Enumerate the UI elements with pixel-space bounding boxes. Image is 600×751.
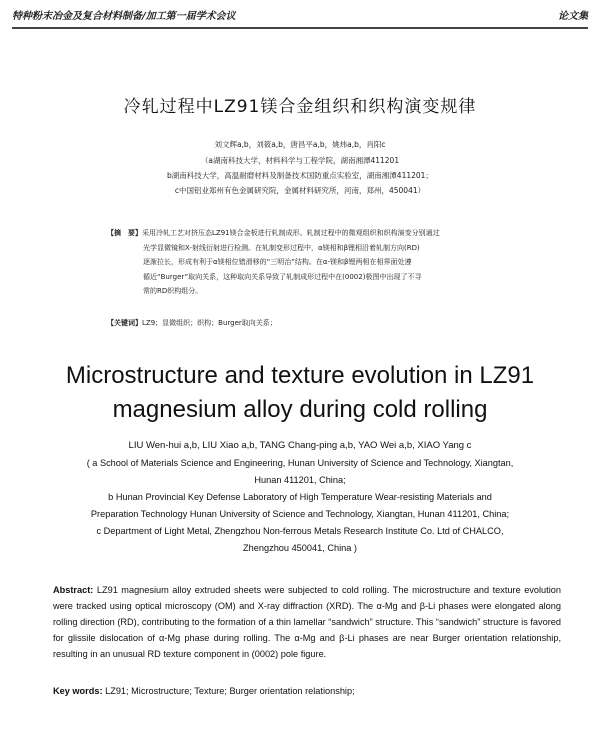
english-authors: LIU Wen-hui a,b, LIU Xiao a,b, TANG Chang-ping a,b, YAO Wei a,b, XIAO Yang c <box>128 440 472 451</box>
english-affiliation: Zhengzhou 450041, China ) <box>243 543 357 553</box>
chinese-affiliation: c中国铝业郑州有色金属研究院，金属材料研究所，河南，郑州，450041） <box>174 186 426 195</box>
chinese-abstract-label: 【摘 要】 <box>107 229 142 237</box>
chinese-abstract <box>107 226 507 299</box>
english-affiliation: c Department of Light Metal, Zhengzhou Non-ferrous Metals Research Institute Co. Ltd of CHALCO, <box>96 526 504 536</box>
header-rule <box>12 27 588 29</box>
chinese-affiliation: b湖南科技大学，高温耐磨材料及制备技术国防重点实验室，湖南湘潭411201； <box>167 171 433 180</box>
english-abstract-text: LZ91 magnesium alloy extruded sheets were subjected to cold rolling. The microstructure and texture evolution were tracked using optical microscopy (OM) and X-ray diffraction (XRD). The α-Mg and β-Li phases were elongated along rolling direction (RD), contributing to the formation of a thin lamellar “sandwich” structure. This “sandwich” structure is favored for glissile dislocation of α-Mg phase during rolling. The α-Mg and β-Li phases are near Burger orientation relationship, resulting in an unusual RD texture component in (0002) pole figure. <box>53 585 561 659</box>
header-section-label: 论文集 <box>558 10 588 22</box>
english-keywords-text: LZ91; Microstructure; Texture; Burger orientation relationship; <box>105 686 355 696</box>
header-conference-title: 特种粉末冶金及复合材料制备/加工第一届学术会议 <box>12 10 236 22</box>
chinese-abstract-line: 逐渐拉长，形成有利于α镁相位错滑移的“三明治”结构。在α-镁和β锂两相在相界面处遵 <box>143 258 412 267</box>
chinese-abstract-line: 循近“Burger”取向关系，这种取向关系导致了轧制成形过程中在(0002)极图中出现了不寻 <box>143 272 422 281</box>
english-affiliation: b Hunan Provincial Key Defense Laboratory of High Temperature Wear-resisting Materials and <box>108 492 492 502</box>
english-affiliation: Preparation Technology Hunan University of Science and Technology, Xiangtan, Hunan 411201, China; <box>90 509 510 519</box>
chinese-abstract-line: 常的RD织构组分。 <box>143 287 203 296</box>
chinese-keywords <box>107 318 507 328</box>
english-abstract-label: Abstract: <box>53 585 94 595</box>
english-affiliation: ( a School of Materials Science and Engineering, Hunan University of Science and Technology, Xiangtan, <box>86 458 514 468</box>
chinese-abstract-line: 光学显微镜和X-射线衍射进行检测。在轧制变形过程中，α镁相和β锂相沿着轧制方向(RD) <box>143 243 420 252</box>
english-keywords <box>53 686 561 696</box>
english-affiliation: Hunan 411201, China; <box>254 475 346 485</box>
chinese-keywords-label: 【关键词】 <box>107 319 142 327</box>
english-title-line-1: Microstructure and texture evolution in LZ91 <box>65 362 535 389</box>
chinese-affiliation: （a湖南科技大学，材料科学与工程学院，湖南湘潭411201 <box>200 156 400 165</box>
english-keywords-label: Key words: <box>53 686 103 696</box>
chinese-authors: 刘文辉a,b，刘筱a,b，唐昌平a,b，姚炜a,b，肖阳c <box>214 140 386 149</box>
english-title-line-2: magnesium alloy during cold rolling <box>112 396 488 423</box>
chinese-abstract-line: 采用冷轧工艺对挤压态LZ91镁合金板进行轧制成形。轧制过程中的微观组织和织构演变分别通过 <box>142 229 440 237</box>
english-abstract <box>53 582 561 662</box>
running-header <box>12 6 588 22</box>
chinese-title: 冷轧过程中LZ91镁合金组织和织构演变规律 <box>123 97 477 117</box>
chinese-keywords-text: LZ9；显微组织；织构；Burger取向关系； <box>142 319 277 327</box>
